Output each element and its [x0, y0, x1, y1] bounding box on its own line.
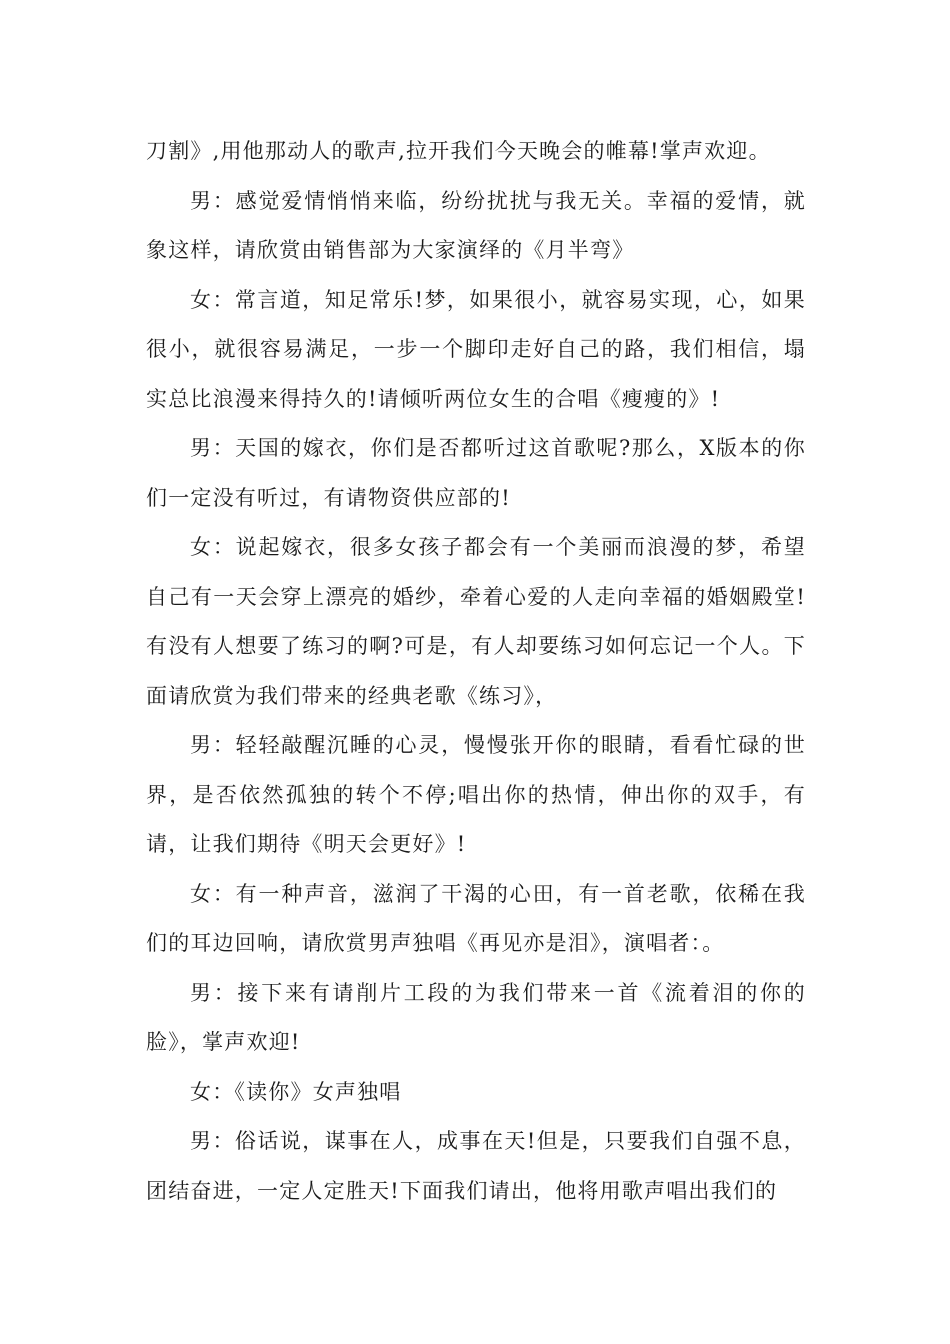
paragraph-male-line-1: 男：感觉爱情悄悄来临，纷纷扰扰与我无关。幸福的爱情，就象这样，请欣赏由销售部为大家演绎的《月半弯》 — [146, 188, 806, 262]
paragraph-male-line-2: 男：天国的嫁衣，你们是否都听过这首歌呢?那么，X版本的你们一定没有听过，有请物资供应部的! — [146, 436, 806, 510]
paragraph-continuation: 刀割》,用他那动人的歌声,拉开我们今天晚会的帷幕!掌声欢迎。 — [146, 139, 771, 163]
paragraph-male-line-3: 男：轻轻敲醒沉睡的心灵，慢慢张开你的眼睛，看看忙碌的世界，是否依然孤独的转个不停;唱出你的热情，伸出你的双手，有请，让我们期待《明天会更好》! — [146, 733, 806, 856]
paragraph-male-line-5: 男：俗话说，谋事在人，成事在天!但是，只要我们自强不息，团结奋进，一定人定胜天!下面我们请出，他将用歌声唱出我们的 — [146, 1129, 806, 1203]
paragraph-female-line-1: 女：常言道，知足常乐!梦，如果很小，就容易实现，心，如果很小，就很容易满足，一步一个脚印走好自己的路，我们相信，塌实总比浪漫来得持久的!请倾听两位女生的合唱《瘦瘦的》! — [146, 287, 806, 411]
body-text — [146, 127, 806, 1216]
paragraph-female-line-2: 女：说起嫁衣，很多女孩子都会有一个美丽而浪漫的梦，希望自己有一天会穿上漂亮的婚纱，牵着心爱的人走向幸福的婚姻殿堂!有没有人想要了练习的啊?可是，有人却要练习如何忘记一个人。下面请欣赏为我们带来的经典老歌《练习》， — [146, 535, 806, 708]
paragraph-female-line-4: 女：《读你》女声独唱 — [190, 1079, 402, 1104]
paragraph-male-line-4: 男：接下来有请削片工段的为我们带来一首《流着泪的你的脸》，掌声欢迎! — [146, 980, 806, 1054]
paragraph-female-line-3: 女：有一种声音，滋润了干渴的心田，有一首老歌，依稀在我们的耳边回响，请欣赏男声独唱《再见亦是泪》，演唱者：。 — [146, 881, 806, 955]
